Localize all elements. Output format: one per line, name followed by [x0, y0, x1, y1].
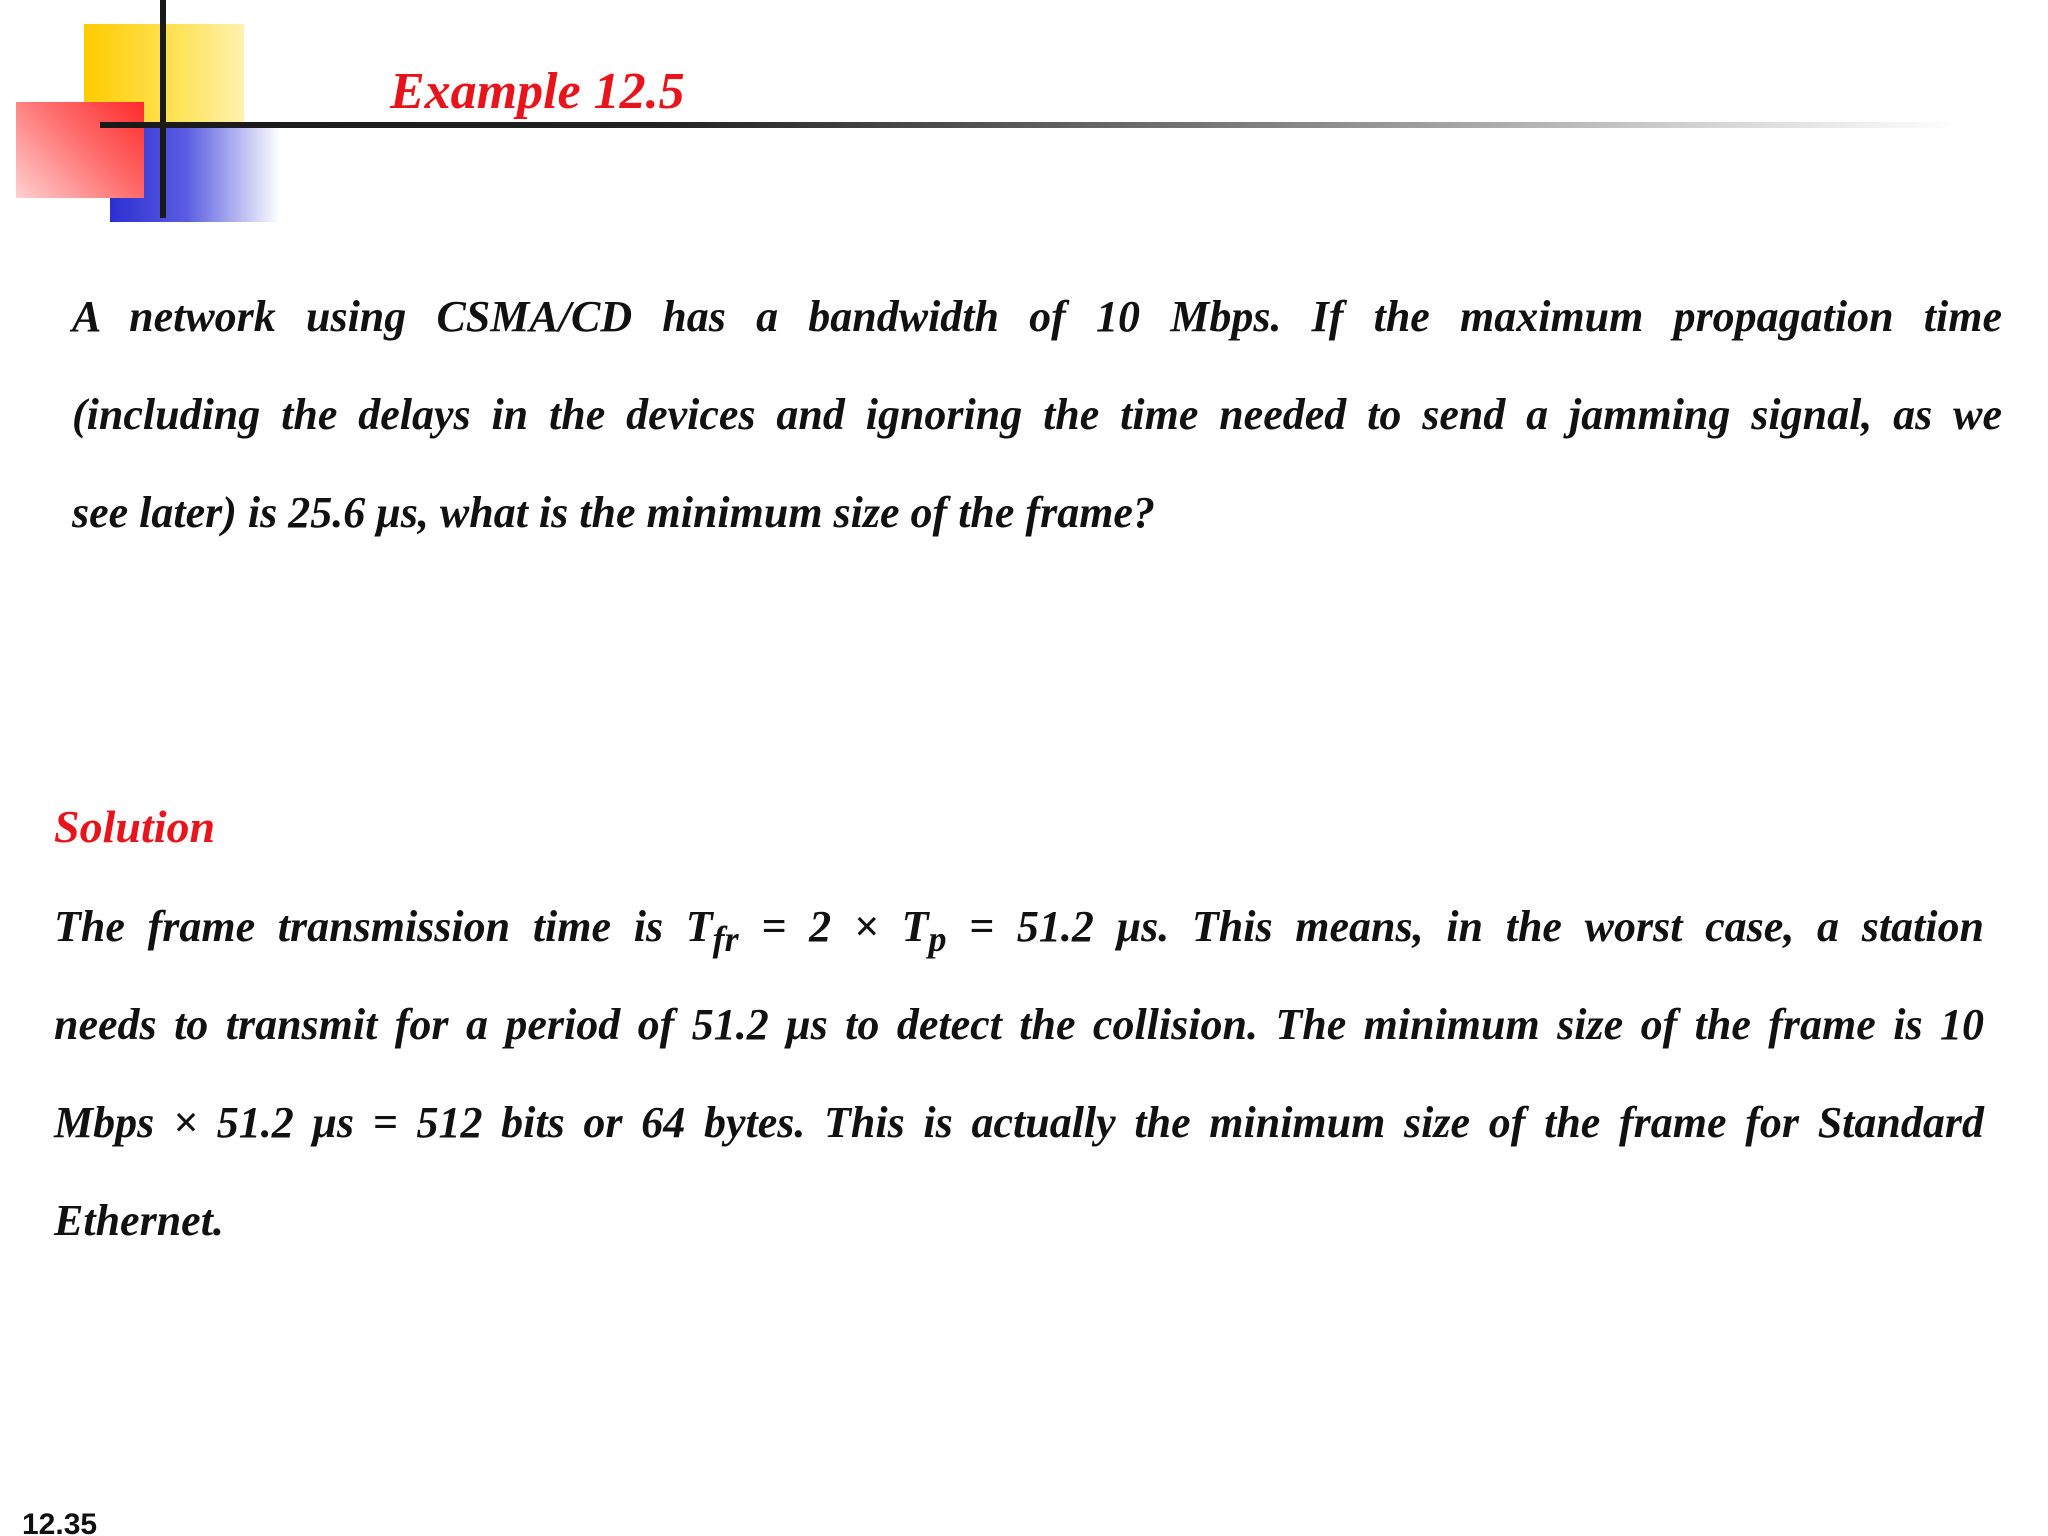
solution-line: Ethernet.: [54, 1196, 224, 1245]
solution-text: [54, 878, 1984, 1270]
question-line: (including the delays in the devices and ignoring the time needed to send a jamming signal, as we: [72, 390, 2002, 439]
question-text: [72, 268, 2002, 562]
solution-line: [54, 878, 1984, 976]
question-line: see later) is 25.6 μs, what is the minimum size of the frame?: [72, 488, 1155, 537]
solution-line-part: = 51.2 μs. This means, in the worst case, a station: [946, 902, 1984, 951]
solution-heading: Solution: [54, 801, 216, 852]
page-number: 12.35: [22, 1508, 98, 1536]
solution-line-part: The frame transmission time is T: [54, 902, 713, 951]
subscript-fr: fr: [712, 919, 739, 959]
title-underline: [100, 122, 1960, 128]
question-line: A network using CSMA/CD has a bandwidth of 10 Mbps. If the maximum propagation time: [72, 292, 2002, 341]
slide-title: Example 12.5: [390, 63, 685, 120]
decor-vertical-line: [160, 0, 166, 218]
subscript-p: p: [928, 919, 947, 959]
solution-line: needs to transmit for a period of 51.2 μs to detect the collision. The minimum size of the frame is 10: [54, 1000, 1984, 1049]
solution-line-part: = 2 × T: [738, 902, 929, 951]
solution-line: Mbps × 51.2 μs = 512 bits or 64 bytes. This is actually the minimum size of the frame for Standard: [54, 1098, 1984, 1147]
decor-red-square: [16, 102, 144, 198]
